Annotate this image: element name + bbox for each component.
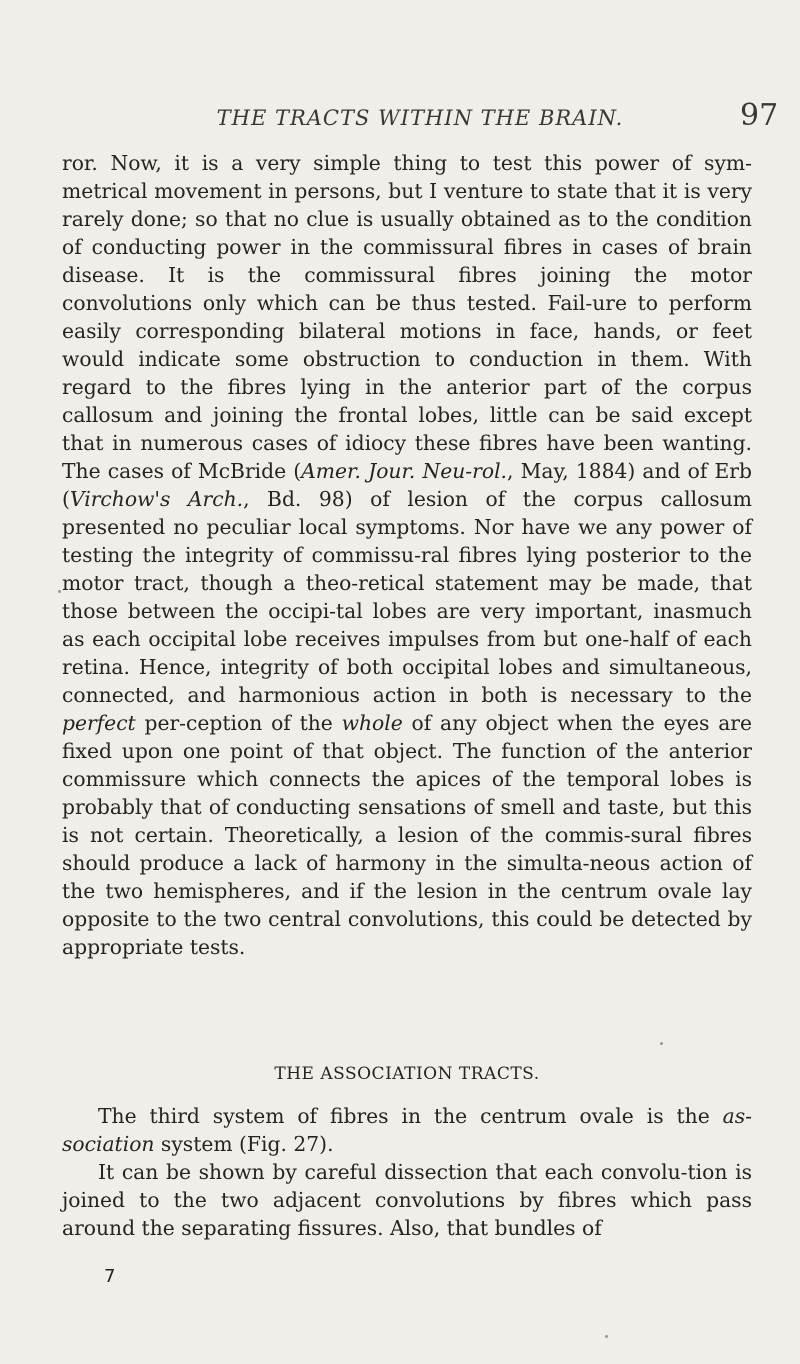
paper-speck	[605, 1335, 608, 1338]
text-run: The third system of fibres in the centrum ovale is the	[98, 1104, 723, 1128]
italic-citation-amer-jour-neurol: Amer. Jour. Neu-rol.	[301, 459, 508, 483]
text-run: ror. Now, it is a very simple thing to test this power of sym-metrical movement in persons, but I venture to state that it is very rarely done; so that no clue is usually obtained as to the condition of conducting power in the commissural fibres in cases of brain disease. It is the commissural fibres joining the motor convolutions only which can be thus tested. Fail-ure to perform easily corresponding bilateral motions in face, hands, or feet would indicate some obstruction to conduction in them. With regard to the fibres lying in the anterior part of the corpus callosum and joining the frontal lobes, little can be said except that in numerous cases of idiocy these fibres have been wanting. The cases of McBride (	[62, 151, 752, 483]
body-text	[62, 149, 752, 961]
paragraph-association-system	[62, 1102, 752, 1158]
paragraph-dissection: It can be shown by careful dissection that each convolu-tion is joined to the two adjacent convolutions by fibres which pass around the separating fissures. Also, that bundles of	[62, 1160, 752, 1240]
section-heading: THE ASSOCIATION TRACTS.	[274, 1064, 540, 1084]
italic-emphasis-whole: whole	[341, 711, 403, 735]
italic-term-association: as-sociation	[62, 1104, 752, 1156]
text-run: of any object when the eyes are fixed upon one point of that object. The function of the anterior commissure which connects the apices of the temporal lobes is probably that of conducting sensations of smell and taste, but this is not certain. Theoretically, a lesion of the commis-sural fibres should produce a lack of harmony in the simulta-neous action of the two hemispheres, and if the lesion in the centrum ovale lay opposite to the two central convolutions, this could be detected by appropriate tests.	[62, 711, 752, 959]
text-run: , Bd. 98) of lesion of the corpus callosum presented no peculiar local symptoms. Nor have we any power of testing the integrity of commissu-ral fibres lying posterior to the motor tract, though a theo-retical statement may be made, that those between the occipi-tal lobes are very important, inasmuch as each occipital lobe receives impulses from but one-half of each retina. Hence, integrity of both occipital lobes and simultaneous, connected, and harmonious action in both is necessary to the	[62, 487, 752, 707]
body-text-association	[62, 1102, 752, 1242]
signature-mark: 7	[104, 1266, 116, 1287]
italic-emphasis-perfect: perfect	[62, 711, 136, 735]
running-head: THE TRACTS WITHIN THE BRAIN.	[216, 106, 624, 130]
paper-speck	[58, 590, 61, 593]
paragraph-commissural-fibres	[62, 149, 752, 961]
italic-citation-virchows-arch: Virchow's Arch.	[69, 487, 244, 511]
paper-speck	[660, 1042, 663, 1045]
text-run: system (Fig. 27).	[154, 1132, 334, 1156]
text-run: , May, 1884) and of Erb (	[62, 459, 752, 511]
page-number: 97	[740, 98, 779, 133]
text-run: per-ception of the	[135, 711, 342, 735]
